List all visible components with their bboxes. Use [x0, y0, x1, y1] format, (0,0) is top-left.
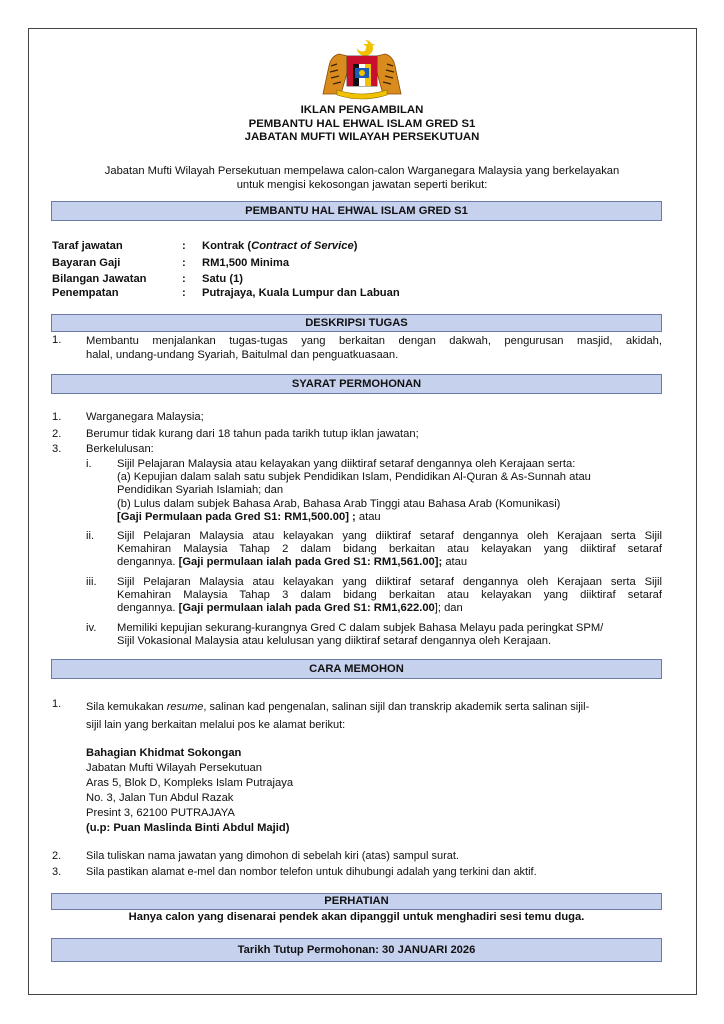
cara-num-3: 3.	[52, 866, 62, 878]
syarat-num-2: 2.	[52, 428, 62, 440]
sub-i-salary: [Gaji Permulaan pada Gred S1: RM1,500.00] ;	[117, 510, 356, 523]
coat-of-arms-icon	[317, 36, 407, 100]
sub-iii-salary: [Gaji permulaan ialah pada Gred S1: RM1,622.00	[178, 602, 435, 615]
cara-heading: CARA MEMOHON	[51, 659, 662, 679]
sub-iii-text	[117, 576, 662, 616]
detail-key: Bayaran Gaji	[52, 257, 121, 269]
sub-ii-line-1: Sijil Pelajaran Malaysia atau kelayakan yang diiktiraf setaraf dengannya oleh Kerajaan serta Sijil	[117, 530, 662, 542]
sub-iii-line-2: Kemahiran Malaysia Tahap 3 dalam bidang berkaitan atau kelayakan yang diiktiraf setaraf	[117, 589, 662, 602]
intro-paragraph	[52, 164, 672, 192]
syarat-item-1: Warganegara Malaysia;	[86, 411, 204, 423]
cara-item-2: Sila tuliskan nama jawatan yang dimohon di sebelah kiri (atas) sampul surat.	[86, 850, 459, 862]
cara-num-2: 2.	[52, 850, 62, 862]
sub-i-line-4: (b) Lulus dalam subjek Bahasa Arab, Bahasa Arab Tinggi atau Bahasa Arab (Komunikasi)	[117, 497, 561, 510]
cara-item-1	[86, 698, 662, 734]
sub-ii-tail: atau	[442, 556, 468, 569]
address-line-2: Jabatan Mufti Wilayah Persekutuan	[86, 762, 262, 774]
sub-ii-line-2: Kemahiran Malaysia Tahap 2 dalam bidang berkaitan atau kelayakan yang diiktiraf setaraf	[117, 543, 662, 556]
sub-i-line-5	[117, 511, 662, 524]
sub-i-tail: atau	[355, 510, 381, 523]
cara-num-1: 1.	[52, 698, 62, 710]
sub-ii-salary: [Gaji permulaan ialah pada Gred S1: RM1,561.00];	[178, 556, 443, 569]
detail-colon: :	[182, 240, 186, 252]
sub-iii-tail: ]; dan	[434, 602, 463, 615]
title-line-1: IKLAN PENGAMBILAN	[300, 104, 424, 116]
detail-key: Taraf jawatan	[52, 240, 123, 252]
sub-i-line-3: Pendidikan Syariah Islamiah; dan	[117, 484, 284, 497]
syarat-item-3: Berkelulusan:	[86, 443, 154, 455]
cara-item-1-line-1	[86, 698, 662, 716]
detail-value-pre: Kontrak (	[202, 240, 252, 252]
sub-ii-line-3	[117, 556, 662, 569]
perhatian-heading: PERHATIAN	[51, 893, 662, 910]
syarat-num-1: 1.	[52, 411, 62, 423]
sub-iii-pre: dengannya.	[117, 602, 179, 615]
title-line-3: JABATAN MUFTI WILAYAH PERSEKUTUAN	[244, 131, 480, 143]
detail-colon: :	[182, 273, 186, 285]
sub-iv-line-2: Sijil Vokasional Malaysia atau kelulusan yang diiktiraf setaraf dengannya oleh Kerajaan.	[117, 635, 552, 648]
sub-ii-pre: dengannya.	[117, 556, 179, 569]
detail-colon: :	[182, 257, 186, 269]
detail-value	[202, 240, 357, 254]
sub-i-line-1: Sijil Pelajaran Malaysia atau kelayakan yang diiktiraf setaraf dengannya oleh Kerajaan serta:	[117, 458, 576, 470]
detail-key: Bilangan Jawatan	[52, 273, 147, 285]
detail-key: Penempatan	[52, 287, 119, 299]
sub-i-text	[117, 458, 662, 524]
sub-iii-number: iii.	[86, 576, 97, 588]
address-line-3: Aras 5, Blok D, Kompleks Islam Putrajaya	[86, 777, 294, 789]
detail-value-post: )	[353, 240, 358, 252]
detail-value: Putrajaya, Kuala Lumpur dan Labuan	[202, 287, 400, 299]
cara-item-1-post: , salinan kad pengenalan, salinan sijil dan transkrip akademik serta salinan sijil-	[203, 701, 590, 713]
advert-title	[0, 104, 724, 145]
deskripsi-text	[86, 334, 662, 362]
detail-value: RM1,500 Minima	[202, 257, 290, 269]
address-line-5: Presint 3, 62100 PUTRAJAYA	[86, 807, 235, 819]
sub-i-line-2: (a) Kepujian dalam salah satu subjek Pendidikan Islam, Pendidikan Al-Quran & As-Sunnah atau	[117, 471, 591, 484]
cara-item-1-italic: resume	[166, 701, 204, 713]
syarat-num-3: 3.	[52, 443, 62, 455]
address-line-1: Bahagian Khidmat Sokongan	[86, 747, 242, 759]
detail-value: Satu (1)	[202, 273, 244, 285]
sub-iv-number: iv.	[86, 622, 97, 634]
deskripsi-number: 1.	[52, 334, 62, 346]
detail-value-italic: Contract of Service	[251, 240, 354, 252]
intro-line-1: Jabatan Mufti Wilayah Persekutuan mempelawa calon-calon Warganegara Malaysia yang berkelayakan	[104, 165, 620, 177]
position-banner: PEMBANTU HAL EHWAL ISLAM GRED S1	[51, 201, 662, 221]
sub-iii-line-3	[117, 602, 662, 615]
sub-ii-text	[117, 530, 662, 570]
sub-i-number: i.	[86, 458, 92, 470]
cara-item-3: Sila pastikan alamat e-mel dan nombor telefon untuk dihubungi adalah yang terkini dan aktif.	[86, 866, 537, 878]
mailing-address	[86, 746, 293, 836]
closing-date-banner: Tarikh Tutup Permohonan: 30 JANUARI 2026	[51, 938, 662, 962]
intro-line-2: untuk mengisi kekosongan jawatan seperti berikut:	[236, 179, 488, 191]
address-line-6: (u.p: Puan Maslinda Binti Abdul Majid)	[86, 822, 290, 834]
sub-ii-number: ii.	[86, 530, 95, 542]
detail-colon: :	[182, 287, 186, 299]
sub-iii-line-1: Sijil Pelajaran Malaysia atau kelayakan yang diiktiraf setaraf dengannya oleh Kerajaan serta Sijil	[117, 576, 662, 588]
title-line-2: PEMBANTU HAL EHWAL ISLAM GRED S1	[248, 117, 476, 130]
deskripsi-line-2: halal, undang-undang Syariah, Baitulmal dan penguatkuasaan.	[86, 349, 399, 361]
sub-iv-text	[117, 622, 662, 648]
syarat-item-2: Berumur tidak kurang dari 18 tahun pada tarikh tutup iklan jawatan;	[86, 428, 419, 440]
deskripsi-heading: DESKRIPSI TUGAS	[51, 314, 662, 332]
address-line-4: No. 3, Jalan Tun Abdul Razak	[86, 792, 234, 804]
syarat-heading: SYARAT PERMOHONAN	[51, 374, 662, 394]
perhatian-text: Hanya calon yang disenarai pendek akan dipanggil untuk menghadiri sesi temu duga.	[128, 911, 585, 923]
sub-iv-line-1: Memiliki kepujian sekurang-kurangnya Gred C dalam subjek Bahasa Melayu pada peringkat SPM/	[117, 622, 604, 634]
deskripsi-line-1: Membantu menjalankan tugas-tugas yang berkaitan dengan dakwah, pengurusan masjid, akidah,	[86, 335, 662, 347]
cara-item-1-pre: Sila kemukakan	[86, 701, 167, 713]
cara-item-1-line-2: sijil lain yang berkaitan melalui pos ke alamat berikut:	[86, 719, 346, 731]
